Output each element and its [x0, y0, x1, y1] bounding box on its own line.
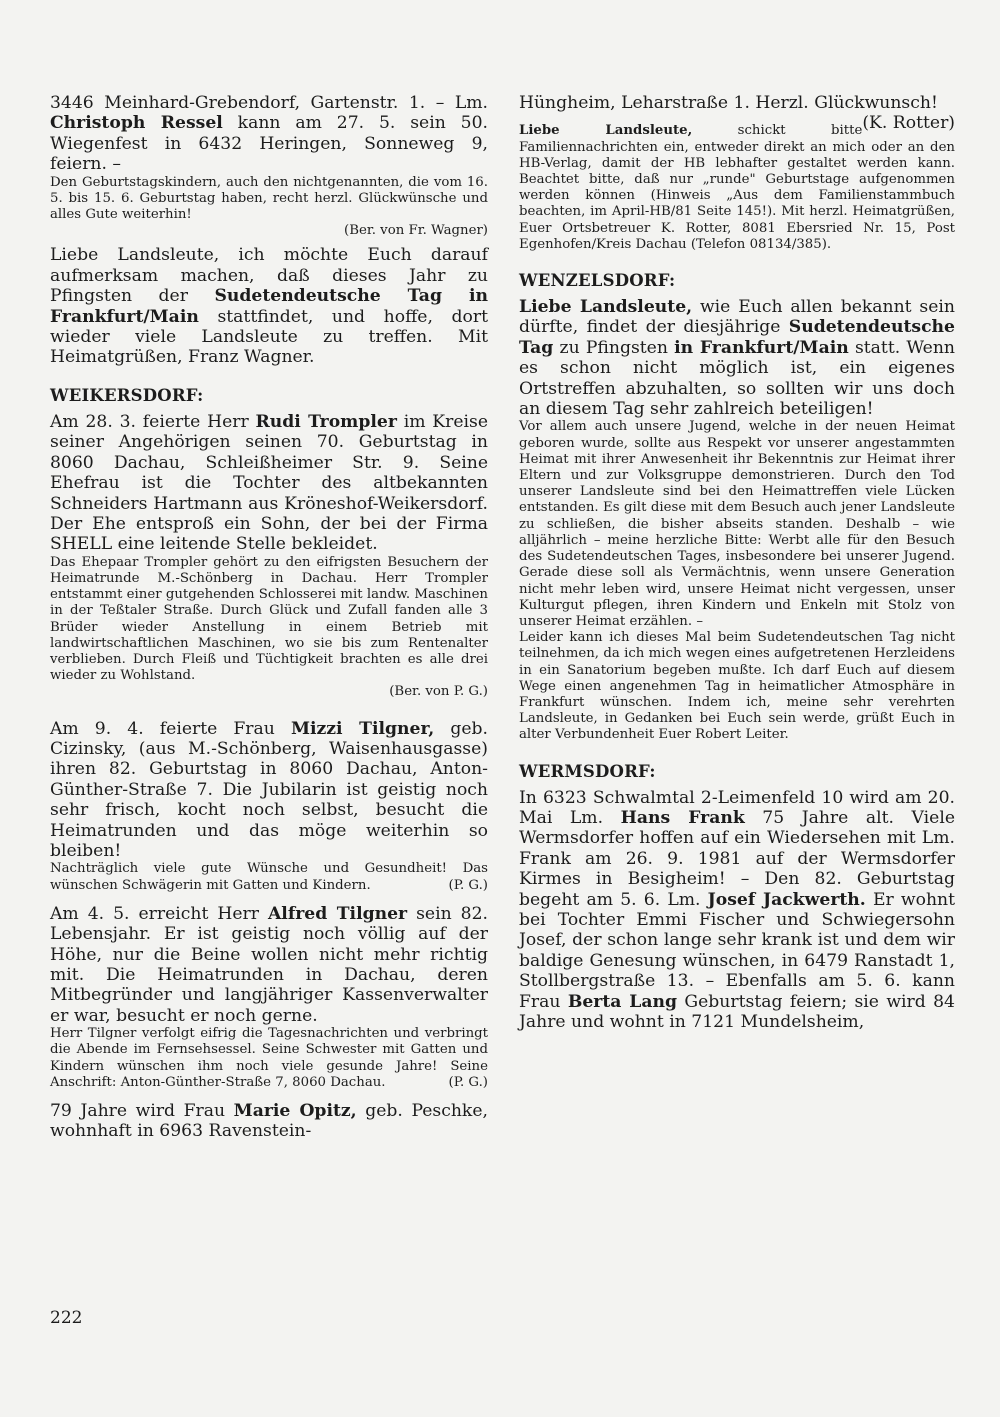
person-name: Mizzi Tilgner, — [290, 718, 435, 739]
paragraph-opitz: 79 Jahre wird Frau Marie Opitz, geb. Peschke, wohnhaft in 6963 Ravenstein- — [50, 1101, 488, 1142]
paragraph-hungheim: Hüngheim, Leharstraße 1. Herzl. Glückwunsch! (K. Rotter) — [519, 93, 955, 134]
paragraph-wenzelsdorf-intro: Liebe Landsleute, wie Euch allen bekannt sein dürfte, findet der diesjährige Sudetendeutsche Tag zu Pfingsten in Frankfurt/Main statt. Wenn es schon nicht möglich ist, ein eigenes Ortstreffen abzuhalten, so sollten wir uns doch an diesem Tag sehr zahlreich beteiligen! — [519, 297, 955, 420]
person-name: Marie Opitz, — [233, 1101, 357, 1122]
paragraph-alfred-tilgner: Am 4. 5. erreicht Herr Alfred Tilgner sein 82. Lebensjahr. Er ist geistig noch völlig auf der Höhe, nur die Beine wollen nicht mehr richtig mit. Die Heimatrunden in Dachau, deren Mitbegründer und langjähriger Kassenverwalter er war, besucht er noch gerne. — [50, 903, 488, 1026]
paragraph-ressel: 3446 Meinhard-Grebendorf, Gartenstr. 1. – Lm. Christoph Ressel kann am 27. 5. sein 50. Wiegenfest in 6432 Heringen, Sonneweg 9, feiern. – — [50, 93, 488, 175]
page-number: 222 — [50, 1308, 83, 1328]
person-name: Berta Lang — [567, 991, 678, 1012]
byline-pg: (P. G.) — [448, 877, 488, 893]
paragraph-trompler: Am 28. 3. feierte Herr Rudi Trompler im Kreise seiner Angehörigen seinen 70. Geburtstag in 8060 Dachau, Schleißheimer Str. 9. Seine Ehefrau ist die Tochter des altbekannten Schneiders Hartmann aus Kröneshof-Weikersdorf. Der Ehe entsproß ein Sohn, der bei der Firma SHELL eine leitende Stelle bekleidet. — [50, 411, 488, 555]
paragraph-birthday-wishes: Den Geburtstagskindern, auch den nichtgenannten, die vom 16. 5. bis 15. 6. Geburtstag haben, recht herzl. Glückwünsche und alles Gute weiterhin! — [50, 174, 488, 223]
paragraph-wagner-letter: Liebe Landsleute, ich möchte Euch darauf aufmerksam machen, daß dieses Jahr zu Pfingsten der Sudetendeutsche Tag in Frankfurt/Main stattfindet, und hoffe, dort wieder viele Landsleute zu treffen. Mit Heimatgrüßen, Franz Wagner. — [50, 245, 488, 368]
byline-rotter: (K. Rotter) — [862, 113, 955, 134]
section-heading-wermsdorf: WERMSDORF: — [519, 761, 656, 781]
right-column — [519, 93, 955, 1032]
person-name: Alfred Tilgner — [267, 903, 408, 924]
section-heading-weikersdorf: WEIKERSDORF: — [50, 385, 204, 405]
person-name: Rudi Trompler — [255, 411, 397, 432]
byline-pg: (Ber. von P. G.) — [389, 684, 488, 700]
paragraph-youth-appeal: Vor allem auch unsere Jugend, welche in der neuen Heimat geboren wurde, sollte aus Respekt vor unserer angestammten Heimat mit ihrer Anwesenheit ihr Bekenntnis zur Heimat ihrer Eltern und zur Volksgruppe demonstrieren. Durch den Tod unserer Landsleute sind bei den Heimattreffen viele Lücken entstanden. Es gilt diese mit dem Besuch auch jener Landsleute zu schließen, die bisher abseits standen. Deshalb – wie alljährlich – meine herzliche Bitte: Werbt alle für den Besuch des Sudetendeutschen Tages, insbesondere bei unserer Jugend. Gerade diese soll als Vermächtnis, wenn unsere Generation nicht mehr leben wird, unsere Heimat nicht vergessen, unser Kulturgut pflegen, ihren Kindern und Enkeln mit Stolz von unserer Heimat erzählen. – — [519, 419, 955, 629]
paragraph-rotter-appeal: Liebe Landsleute, schickt bitte Familiennachrichten ein, entweder direkt an mich oder an den HB-Verlag, damit der HB lebhafter gestaltet werden kann. Beachtet bitte, daß nur „runde" Geburtstage aufgenommen werden können (Hinweis „Aus dem Familienstammbuch beachten, im April-HB/81 Seite 145!). Mit herzl. Heimatgrüßen, Euer Ortsbetreuer K. Rotter, 8081 Ebersried Nr. 15, Post Egenhofen/Kreis Dachau (Telefon 08134/385). — [519, 123, 955, 252]
section-heading-wenzelsdorf: WENZELSDORF: — [519, 271, 676, 291]
person-name: Josef Jackwerth. — [707, 889, 866, 910]
paragraph-wermsdorf: In 6323 Schwalmtal 2-Leimenfeld 10 wird am 20. Mai Lm. Hans Frank 75 Jahre alt. Viele Wermsdorfer hoffen auf ein Wiedersehen mit Lm. Frank am 26. 9. 1981 auf der Wermsdorfer Kirmes in Besigheim! – Den 82. Geburtstag begeht am 5. 6. Lm. Josef Jackwerth. Er wohnt bei Tochter Emmi Fischer und Schwiegersohn Josef, der schon lange sehr krank ist und dem wir baldige Genesung wünschen, in 6479 Ranstadt 1, Stollbergstraße 13. – Ebenfalls am 5. 6. kann Frau Berta Lang Geburtstag feiern; sie wird 84 Jahre und wohnt in 7121 Mundelsheim, — [519, 787, 955, 1032]
paragraph-mizzi-tilgner: Am 9. 4. feierte Frau Mizzi Tilgner, geb. Cizinsky, (aus M.-Schönberg, Waisenhausgasse) ihren 82. Geburtstag in 8060 Dachau, Anton-Günther-Straße 7. Die Jubilarin ist geistig noch sehr frisch, kocht noch selbst, besucht die Heimatrunden und das möge weiterhin so bleiben! — [50, 718, 488, 861]
paragraph-alfred-detail: Herr Tilgner verfolgt eifrig die Tagesnachrichten und verbringt die Abende im Fernsehsessel. Seine Schwester mit Gatten und Kindern wünschen ihm noch viele gesunde Jahre! Seine Anschrift: Anton-Günther-Straße 7, 8060 Dachau. (P. G.) — [50, 1026, 488, 1090]
paragraph-mizzi-wishes: Nachträglich viele gute Wünsche und Gesundheit! Das wünschen Schwägerin mit Gatten und Kindern. (P. G.) — [50, 861, 488, 893]
left-column — [50, 93, 488, 1142]
byline-pg: (P. G.) — [448, 1074, 488, 1090]
paragraph-leiter-letter: Leider kann ich dieses Mal beim Sudetendeutschen Tag nicht teilnehmen, da ich mich wegen eines aufgetretenen Herzleidens in ein Sanatorium begeben mußte. Ich darf Euch auf diesem Wege einen angenehmen Tag in heimatlicher Atmosphäre in Frankfurt wünschen. Indem ich, meine sehr verehrten Landsleute, in Gedanken bei Euch sein werde, grüßt Euch in alter Verbundenheit Euer Robert Leiter. — [519, 630, 955, 743]
byline-wagner: (Ber. von Fr. Wagner) — [344, 223, 488, 239]
person-name: Christoph Ressel — [50, 113, 223, 134]
person-name: Hans Frank — [620, 807, 745, 828]
paragraph-trompler-detail: Das Ehepaar Trompler gehört zu den eifrigsten Besuchern der Heimatrunde M.-Schönberg in Dachau. Herr Trompler entstammt einer gutgehenden Schlosserei mit landw. Maschinen in der Teßtaler Straße. Durch Glück und Zufall fanden alle 3 Brüder wieder Anstellung in einem Betrieb mit landwirtschaftlichen Maschinen, wo sie bis zum Rentenalter verblieben. Durch Fleiß und Tüchtigkeit brachten es alle drei wieder zu Wohlstand. — [50, 554, 488, 684]
